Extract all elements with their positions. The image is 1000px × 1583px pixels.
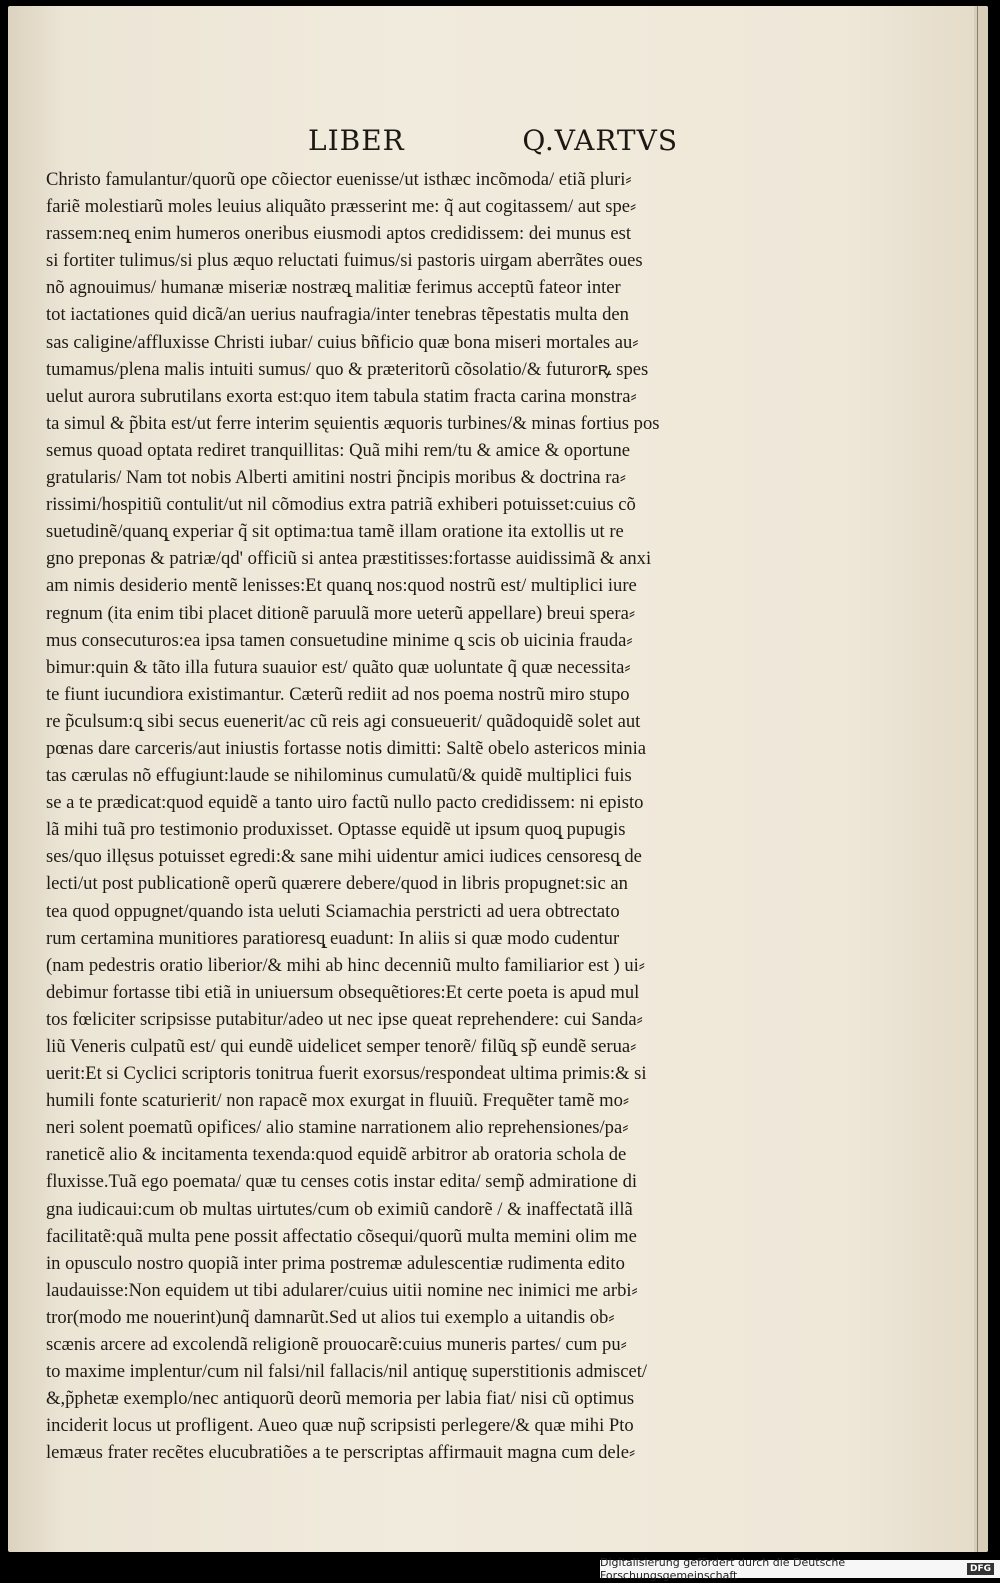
- text-line: tror(modo me nouerint)unq̃ damnarũt.Sed ut alios tui exemplo a uitandis ob⸗: [46, 1306, 615, 1328]
- text-line: pœnas dare carceris/aut iniustis fortasse notis dimitti: Saltẽ obelo astericos minia: [46, 737, 647, 759]
- text-line: suetudinẽ/quanq̨ experiar q̃ sit optima:tua tamẽ illam oratione ita extollis ut re: [46, 521, 624, 543]
- page-edge: [974, 6, 988, 1552]
- text-line: am nimis desiderio mentẽ lenisses:Et quanq̨ nos:quod nostrũ est/ multiplici iure: [46, 575, 637, 597]
- header-liber: LIBER: [308, 124, 405, 157]
- text-line: humili fonte scaturierit/ non rapacẽ mox exurgat in fluuiũ. Frequẽter tamẽ mo⸗: [46, 1090, 630, 1112]
- text-line: Christo famulantur/quorũ ope cõiector euenisse/ut isthæc incõmoda/ etiã pluri⸗: [46, 169, 632, 190]
- text-line: sas caligine/affluxisse Christi iubar/ cuius bñficio quæ bona miseri mortales au⸗: [46, 331, 639, 353]
- text-line: neri solent poematũ opifices/ alio stamine narrationem alio reprehensiones/pa⸗: [46, 1117, 629, 1139]
- text-line: regnum (ita enim tibi placet ditionẽ paruulã more ueterũ appellare) breui spera⸗: [46, 602, 636, 624]
- text-line: uerit:Et si Cyclici scriptoris tonitrua fuerit exorsus/respondeat ultima primis:& si: [46, 1063, 647, 1085]
- text-line: gna iudicaui:cum ob multas uirtutes/cum ob eximiũ candorẽ / & inaffectatã illã: [46, 1198, 633, 1220]
- text-line: lã mihi tuã pro testimonio produxisset. Optasse equidẽ ut ipsum quoq̨ pupugis: [46, 819, 626, 841]
- footer-credit: [600, 1556, 1000, 1582]
- text-line: (nam pedestris oratio liberior/& mihi ab hinc decenniũ multo familiarior est ) ui⸗: [46, 954, 645, 976]
- text-line: scænis arcere ad excolendã religionẽ prouocarẽ:cuius muneris partes/ cum pu⸗: [46, 1334, 627, 1356]
- text-line: gno preponas & patriæ/qd' officiũ si antea præstitisses:fortasse auidissimã & anxi: [46, 548, 652, 570]
- text-line: tos fœliciter scripsisse putabitur/adeo ut nec ipse queat reprehendere: cui Sanda⸗: [46, 1008, 643, 1030]
- text-line: tot iactationes quid dicã/an uerius naufragia/inter tenebras tẽpestatis multa den: [46, 304, 629, 326]
- text-line: inciderit locus ut profligent. Aueo quæ nup̃ scripsisti perlegere/& quæ mihi Pto: [46, 1415, 634, 1437]
- text-line: ses/quo illęsus potuisset egredi:& sane mihi uidentur amici iudices censoresq̨ de: [46, 846, 642, 868]
- text-line: te fiunt iucundiora existimantur. Cæterũ rediit ad nos poema nostrũ miro stupo: [46, 683, 630, 705]
- text-line: rissimi/hospitiũ contulit/ut nil cõmodius extra patriã exhiberi potuisset:cuius cõ: [46, 494, 636, 516]
- running-header: [298, 124, 678, 164]
- text-line: bimur:quin & tãto illa futura suauior est/ quãto quæ uoluntate q̃ quæ necessita⸗: [46, 656, 631, 678]
- text-line: uelut aurora subrutilans exorta est:quo item tabula statim fracta carina monstra⸗: [46, 385, 637, 407]
- text-line: debimur fortasse tibi etiã in uniuersum obsequẽtiores:Et certe poeta is apud mul: [46, 981, 640, 1003]
- text-line: gratularis/ Nam tot nobis Alberti amitini nostri p̃ncipis moribus & doctrina ra⸗: [46, 467, 626, 489]
- text-line: tas cærulas nõ effugiunt:laude se nihilominus cumulatũ/& quidẽ multiplici fuis: [46, 765, 632, 787]
- text-line: tumamus/plena malis intuiti sumus/ quo & præteritorũ cõsolatio/& futurorꝶ spes: [46, 358, 649, 380]
- text-line: &,p̃phetæ exemplo/nec antiquorũ deorũ memoria per labia fiat/ nisi cũ optimus: [46, 1388, 635, 1410]
- text-line: fariẽ molestiarũ moles leuius aliquãto præsserint me: q̃ aut cogitassem/ aut spe⸗: [46, 196, 637, 218]
- text-line: facilitatẽ:quã multa pene possit affectatio cõsequi/quorũ multa memini olim me: [46, 1225, 637, 1247]
- text-line: nõ agnouimus/ humanæ miseriæ nostræq̨ malitiæ ferimus acceptũ fateor inter: [46, 277, 621, 299]
- text-line: si fortiter tulimus/si plus æquo reluctati fuimus/si pastoris uirgam aberrãtes oues: [46, 250, 643, 272]
- text-line: to maxime implentur/cum nil falsi/nil fallacis/nil antiquę superstitionis admiscet/: [46, 1361, 648, 1383]
- text-line: se a te prædicat:quod equidẽ a tanto uiro factũ nullo pacto credidissem: ni episto: [46, 792, 644, 814]
- text-line: in opusculo nostro quopiã inter prima postremæ adulescentiæ rudimenta edito: [46, 1252, 625, 1274]
- header-quartus: Q.VARTVS: [522, 124, 678, 157]
- footer-text: Digitalisierung gefördert durch die Deutsche Forschungsgemeinschaft: [600, 1556, 846, 1582]
- text-line: raneticẽ alio & incitamenta texenda:quod equidẽ arbitror ab oratoria schola de: [46, 1144, 627, 1166]
- text-line: mus consecuturos:ea ipsa tamen consuetudine minime q̨ scis ob uicinia frauda⸗: [46, 629, 633, 651]
- text-line: re p̃culsum:q̨ sibi secus euenerit/ac cũ reis agi consueuerit/ quãdoquidẽ solet aut: [46, 710, 641, 732]
- text-line: rum certamina munitiores paratioresq̨ euadunt: In aliis si quæ modo cudentur: [46, 927, 620, 949]
- dfg-logo: DFG: [967, 1563, 994, 1575]
- text-line: rassem:neq̨ enim humeros oneribus eiusmodi aptos credidissem: dei munus est: [46, 223, 632, 245]
- text-line: tea quod oppugnet/quando ista ueluti Sciamachia perstricti ad uera obtrectato: [46, 900, 620, 922]
- text-line: semus quoad optata rediret tranquillitas: Quã mihi rem/tu & amice & oportune: [46, 439, 631, 461]
- text-line: ta simul & p̃bita est/ut ferre interim sęuientis æquoris turbines/& minas fortius pos: [46, 412, 660, 434]
- text-line: liũ Veneris culpatũ est/ qui eundẽ uidelicet semper tenorẽ/ filũq̨ sp̃ eundẽ serua⸗: [46, 1036, 637, 1057]
- text-line: lemæus frater recẽtes elucubratiões a te perscriptas affirmauit magna cum dele⸗: [46, 1442, 636, 1464]
- text-line: lecti/ut post publicationẽ operũ quærere debere/quod in libris propugnet:sic an: [46, 873, 628, 895]
- text-line: laudauisse:Non equidem ut tibi adularer/cuius uitii nomine nec inimici me arbi⸗: [46, 1279, 638, 1301]
- text-line: fluxisse.Tuã ego poemata/ quæ tu censes cotis instar edita/ semp̃ admiratione di: [46, 1171, 638, 1193]
- book-page: [8, 6, 988, 1552]
- body-text: [46, 166, 751, 1467]
